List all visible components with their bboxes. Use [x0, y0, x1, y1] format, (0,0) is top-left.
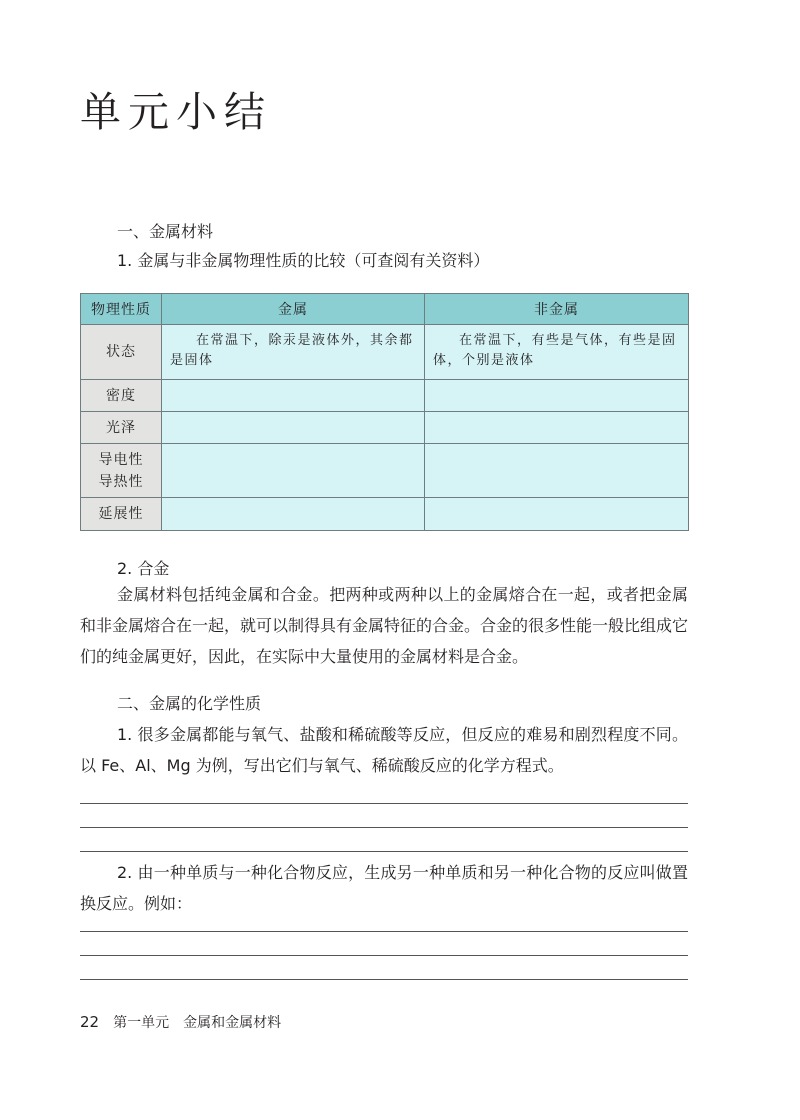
answer-line[interactable]	[80, 979, 688, 980]
section2-item1: 1. 很多金属都能与氧气、盐酸和稀硫酸等反应，但反应的难易和剧烈程度不同。以 Fe、Al、Mg 为例，写出它们与氧气、稀硫酸反应的化学方程式。	[80, 725, 688, 775]
cell-nonmetal-luster[interactable]	[425, 412, 689, 444]
answer-line[interactable]	[80, 931, 688, 932]
page-footer	[80, 1012, 281, 1032]
section1-item1: 1. 金属与非金属物理性质的比较（可查阅有关资料）	[117, 251, 490, 270]
chapter-label: 第一单元	[113, 1015, 170, 1031]
header-nonmetal: 非金属	[425, 294, 689, 325]
page-number: 22	[80, 1013, 100, 1031]
cell-nonmetal-conductivity[interactable]	[425, 444, 689, 498]
cell-nonmetal-state: 在常温下，有些是气体，有些是固体，个别是液体	[425, 325, 689, 380]
cell-metal-density[interactable]	[162, 380, 425, 412]
table-row	[81, 325, 689, 380]
section1-heading: 一、金属材料	[117, 222, 214, 241]
section2-heading: 二、金属的化学性质	[117, 694, 262, 713]
table-row	[81, 380, 689, 412]
answer-line[interactable]	[80, 955, 688, 956]
answer-line[interactable]	[80, 803, 688, 804]
header-metal: 金属	[162, 294, 425, 325]
row-label-thermal: 导热性	[98, 473, 144, 490]
properties-comparison-table	[80, 293, 689, 531]
cell-metal-conductivity[interactable]	[162, 444, 425, 498]
table-row	[81, 444, 689, 498]
answer-line[interactable]	[80, 851, 688, 852]
row-label-state: 状态	[81, 325, 162, 380]
header-property: 物理性质	[81, 294, 162, 325]
chapter-title: 金属和金属材料	[183, 1015, 282, 1031]
row-label-luster: 光泽	[81, 412, 162, 444]
cell-nonmetal-ductility[interactable]	[425, 498, 689, 531]
row-label-ductility: 延展性	[81, 498, 162, 531]
cell-metal-ductility[interactable]	[162, 498, 425, 531]
alloy-paragraph: 金属材料包括纯金属和合金。把两种或两种以上的金属熔合在一起，或者把金属和非金属熔合在一起，就可以制得具有金属特征的合金。合金的很多性能一般比组成它们的纯金属更好，因此，在实际中大量使用的金属材料是合金。	[80, 585, 689, 666]
answer-line[interactable]	[80, 827, 688, 828]
cell-metal-luster[interactable]	[162, 412, 425, 444]
cell-nonmetal-density[interactable]	[425, 380, 689, 412]
cell-metal-state: 在常温下，除汞是液体外，其余都是固体	[162, 325, 425, 380]
table-header-row	[81, 294, 689, 325]
section2-item2: 2. 由一种单质与一种化合物反应，生成另一种单质和另一种化合物的反应叫做置换反应。例如：	[80, 863, 688, 913]
row-label-electrical: 导电性	[98, 451, 144, 468]
alloy-heading: 2. 合金	[117, 559, 170, 578]
row-label-conductivity	[81, 444, 162, 498]
table-row	[81, 412, 689, 444]
page-title: 单元小结	[80, 88, 272, 136]
row-label-density: 密度	[81, 380, 162, 412]
table-row	[81, 498, 689, 531]
